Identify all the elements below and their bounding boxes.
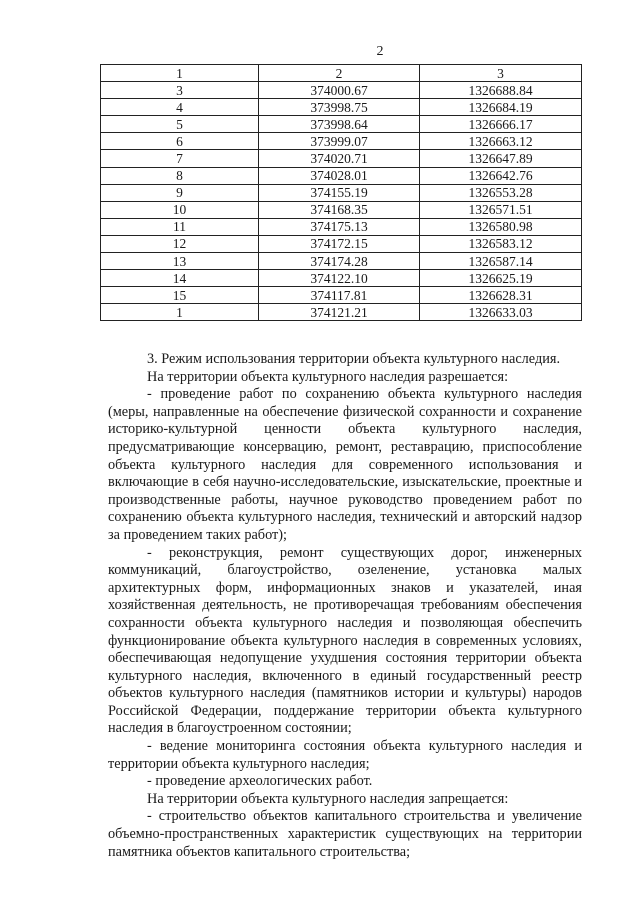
y-coordinate-cell: 1326633.03 — [420, 304, 582, 321]
table-row — [101, 167, 582, 184]
point-number-cell: 6 — [101, 133, 259, 150]
x-coordinate-cell: 374000.67 — [259, 82, 420, 99]
x-coordinate-cell: 374174.28 — [259, 253, 420, 270]
prohibited-item-construction: - строительство объектов капитального строительства и увеличение объемно-пространственных характеристик существующих на территории памятника объектов капитального строительства; — [108, 808, 582, 860]
table-row — [101, 184, 582, 201]
table-row — [101, 253, 582, 270]
point-number-cell: 15 — [101, 287, 259, 304]
table-row — [101, 304, 582, 321]
x-coordinate-cell: 374175.13 — [259, 218, 420, 235]
point-number-cell: 5 — [101, 116, 259, 133]
x-coordinate-cell: 374121.21 — [259, 304, 420, 321]
x-coordinate-cell: 374155.19 — [259, 184, 420, 201]
y-coordinate-cell: 1326688.84 — [420, 82, 582, 99]
permitted-intro: На территории объекта культурного наследия разрешается: — [147, 368, 509, 385]
table-header-cell: 2 — [259, 65, 420, 82]
table-row — [101, 270, 582, 287]
point-number-cell: 11 — [101, 218, 259, 235]
coordinates-table — [100, 64, 582, 321]
y-coordinate-cell: 1326625.19 — [420, 270, 582, 287]
y-coordinate-cell: 1326628.31 — [420, 287, 582, 304]
x-coordinate-cell: 374122.10 — [259, 270, 420, 287]
point-number-cell: 4 — [101, 99, 259, 116]
table-row — [101, 133, 582, 150]
permitted-item-monitoring: - ведение мониторинга состояния объекта культурного наследия и территории объекта культурного наследия; — [108, 738, 582, 772]
x-coordinate-cell: 374028.01 — [259, 167, 420, 184]
point-number-cell: 7 — [101, 150, 259, 167]
point-number-cell: 8 — [101, 167, 259, 184]
table-row — [101, 150, 582, 167]
permitted-item-archaeology: - проведение археологических работ. — [147, 773, 373, 790]
table-row — [101, 218, 582, 235]
x-coordinate-cell: 374020.71 — [259, 150, 420, 167]
table-header-cell: 1 — [101, 65, 259, 82]
table-row — [101, 201, 582, 218]
y-coordinate-cell: 1326684.19 — [420, 99, 582, 116]
y-coordinate-cell: 1326583.12 — [420, 235, 582, 252]
x-coordinate-cell: 373998.64 — [259, 116, 420, 133]
document-body — [108, 351, 582, 861]
y-coordinate-cell: 1326663.12 — [420, 133, 582, 150]
x-coordinate-cell: 374117.81 — [259, 287, 420, 304]
table-row — [101, 235, 582, 252]
prohibited-intro: На территории объекта культурного наследия запрещается: — [147, 790, 509, 807]
y-coordinate-cell: 1326666.17 — [420, 116, 582, 133]
x-coordinate-cell: 373998.75 — [259, 99, 420, 116]
table-row — [101, 116, 582, 133]
table-row — [101, 287, 582, 304]
y-coordinate-cell: 1326647.89 — [420, 150, 582, 167]
page-number: 2 — [376, 44, 384, 59]
y-coordinate-cell: 1326587.14 — [420, 253, 582, 270]
y-coordinate-cell: 1326553.28 — [420, 184, 582, 201]
permitted-item-reconstruction: - реконструкция, ремонт существующих дорог, инженерных коммуникаций, благоустройство, озеленение, установка малых архитектурных форм, информационных знаков и указателей, иная хозяйственная деятельность, не противоречащая требованиям обеспечения сохранности объекта культурного наследия и позволяющая обеспечить функционирование объекта культурного наследия в современных условиях, обеспечивающая недопущение ухудшения состояния территории объекта культурного наследия, включенного в единый государственный реестр объектов культурного наследия (памятников истории и культуры) народов Российской Федерации, поддержание территории объекта культурного наследия в благоустроенном состоянии; — [108, 544, 582, 737]
x-coordinate-cell: 374168.35 — [259, 201, 420, 218]
point-number-cell: 3 — [101, 82, 259, 99]
y-coordinate-cell: 1326571.51 — [420, 201, 582, 218]
x-coordinate-cell: 373999.07 — [259, 133, 420, 150]
y-coordinate-cell: 1326642.76 — [420, 167, 582, 184]
table-row — [101, 99, 582, 116]
point-number-cell: 9 — [101, 184, 259, 201]
table-row — [101, 82, 582, 99]
point-number-cell: 12 — [101, 235, 259, 252]
x-coordinate-cell: 374172.15 — [259, 235, 420, 252]
table-header-row — [101, 65, 582, 82]
permitted-item-preservation: - проведение работ по сохранению объекта культурного наследия (меры, направленные на обеспечение физической сохранности и сохранение историко-культурной ценности объекта культурного наследия, предусматривающие консервацию, ремонт, реставрацию, приспособление объекта культурного наследия для современного использования и включающие в себя научно-исследовательские, изыскательские, проектные и производственные работы, научное руководство проведением работ по сохранению объекта культурного наследия, технический и авторский надзор за проведением таких работ); — [108, 386, 582, 543]
point-number-cell: 10 — [101, 201, 259, 218]
y-coordinate-cell: 1326580.98 — [420, 218, 582, 235]
section-heading: 3. Режим использования территории объекта культурного наследия. — [147, 351, 561, 367]
point-number-cell: 1 — [101, 304, 259, 321]
point-number-cell: 13 — [101, 253, 259, 270]
point-number-cell: 14 — [101, 270, 259, 287]
table-header-cell: 3 — [420, 65, 582, 82]
